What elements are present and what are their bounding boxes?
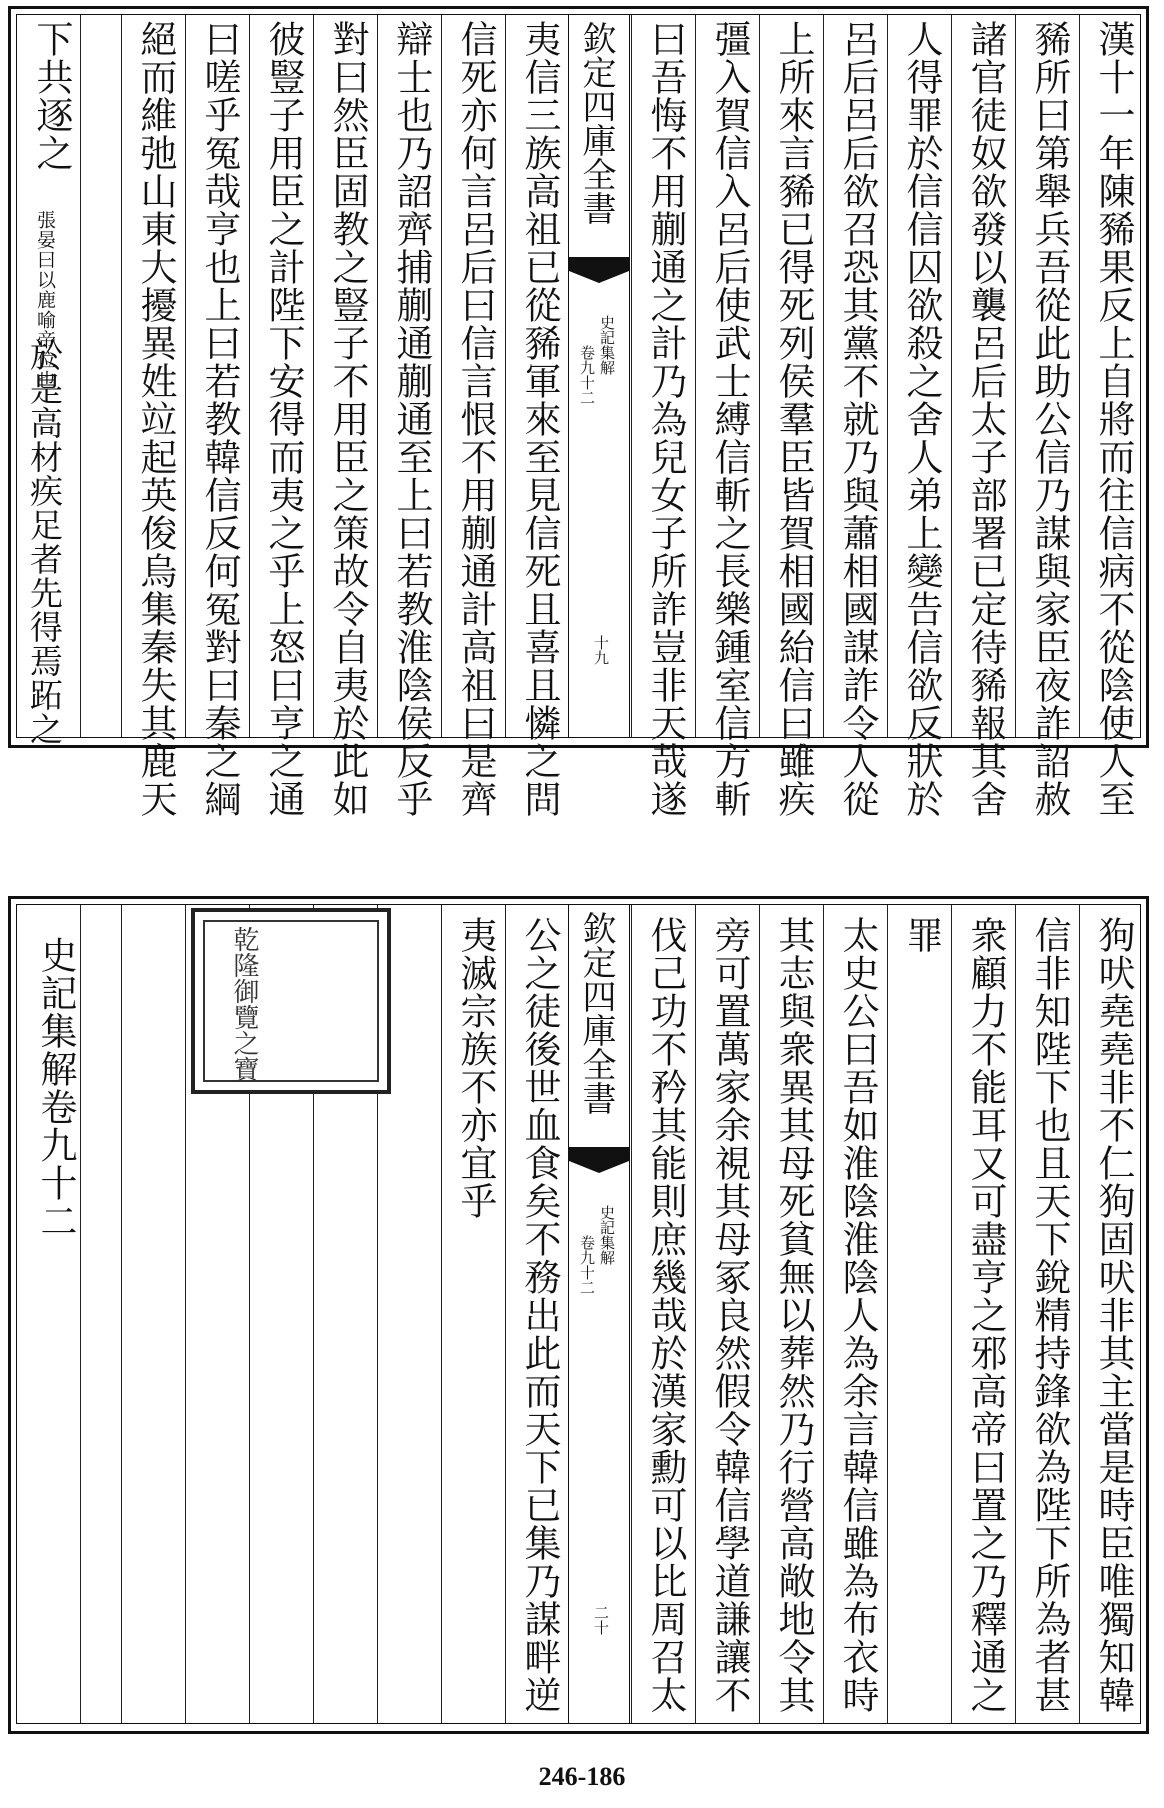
text-column: 曰嗟乎冤哉亨也上曰若教韓信反何冤對曰秦之綱 [198, 20, 241, 818]
center-book-name: 史記集解 [598, 315, 616, 375]
text-column: 夷滅宗族不亦宜乎 [454, 916, 497, 1220]
text-column: 諸官徒奴欲發以襲呂后太子部署已定待豨報其舍 [964, 20, 1007, 818]
text-column: 罪 [900, 916, 943, 954]
text-column: 人得罪於信信囚欲殺之舍人弟上變告信欲反狀於 [900, 20, 943, 818]
seal-text: 乾隆御覽之寶 [229, 926, 259, 1082]
text-column: 漢十一年陳豨果反上自將而往信病不從陰使人至 [1092, 20, 1135, 818]
center-band [568, 15, 630, 737]
fish-tail-mark [569, 1147, 629, 1175]
center-volume: 卷九十二 [578, 345, 596, 405]
text-column-tail: 於是高材疾足者先得焉跖之 [25, 338, 64, 746]
fish-tail-mark [569, 257, 629, 285]
text-column: 信非知陛下也且天下銳精持鋒欲為陛下所為者甚 [1028, 916, 1071, 1714]
text-column: 太史公曰吾如淮陰淮陰人為余言韓信雖為布衣時 [836, 916, 879, 1714]
text-column: 上所來言豨已得死列侯羣臣皆賀相國紿信曰雖疾 [772, 20, 815, 818]
text-column: 曰吾悔不用蒯通之計乃為兒女子所詐豈非天哉遂 [644, 20, 687, 818]
last-column [25, 20, 78, 746]
text-column: 呂后呂后欲召恐其黨不就乃與蕭相國謀詐令人從 [836, 20, 879, 818]
end-title: 史記集解卷九十二 [34, 936, 77, 1240]
center-book-name: 史記集解 [598, 1205, 616, 1265]
page-number: 246-186 [538, 1762, 626, 1791]
center-band-title: 欽定四庫全書 [576, 911, 616, 1115]
center-volume: 卷九十二 [578, 1235, 596, 1295]
text-column: 伐己功不矜其能則庶幾哉於漢家勳可以比周召太 [644, 916, 687, 1714]
text-column: 公之徒後世血食矣不務出此而天下已集乃謀畔逆 [518, 916, 561, 1714]
text-column: 彼豎子用臣之計陛下安得而夷之乎上怒曰亨之通 [262, 20, 305, 818]
text-column: 衆顧力不能耳又可盡亨之邪高帝曰置之乃釋通之 [964, 916, 1007, 1714]
text-column: 絕而維弛山東大擾異姓竝起英俊烏集秦失其鹿天 [134, 20, 177, 818]
text-column: 狗吠堯堯非不仁狗固吠非其主當是時臣唯獨知韓 [1092, 916, 1135, 1714]
text-column: 豨所曰第舉兵吾從此助公信乃謀與家臣夜詐詔赦 [1028, 20, 1071, 818]
top-page [8, 6, 1149, 818]
center-band [568, 905, 630, 1723]
text-column: 辯士也乃詔齊捕蒯通蒯通至上曰若教淮陰侯反乎 [390, 20, 433, 818]
text-column: 旁可置萬家余視其母冢良然假令韓信學道謙讓不 [708, 916, 751, 1714]
center-page-number: 二十 [592, 1605, 610, 1635]
text-column: 下共逐之 [30, 20, 73, 172]
center-page-number: 十九 [592, 635, 610, 665]
text-column: 信死亦何言呂后曰信言恨不用蒯通計高祖曰是齊 [454, 20, 497, 818]
text-column: 對曰然臣固教之豎子不用臣之策故令自夷於此如 [326, 20, 369, 818]
text-column: 夷信三族高祖已從豨軍來至見信死且喜且憐之問 [518, 20, 561, 818]
imperial-seal [191, 908, 391, 1094]
inline-note: 張晏曰以鹿喻帝位也 [34, 210, 56, 390]
center-band-title: 欽定四庫全書 [576, 21, 616, 225]
bottom-page [8, 896, 1149, 1734]
text-column: 彊入賀信入呂后使武士縛信斬之長樂鍾室信方斬 [708, 20, 751, 818]
text-column: 其志與衆異其母死貧無以葬然乃行營高敞地令其 [772, 916, 815, 1714]
